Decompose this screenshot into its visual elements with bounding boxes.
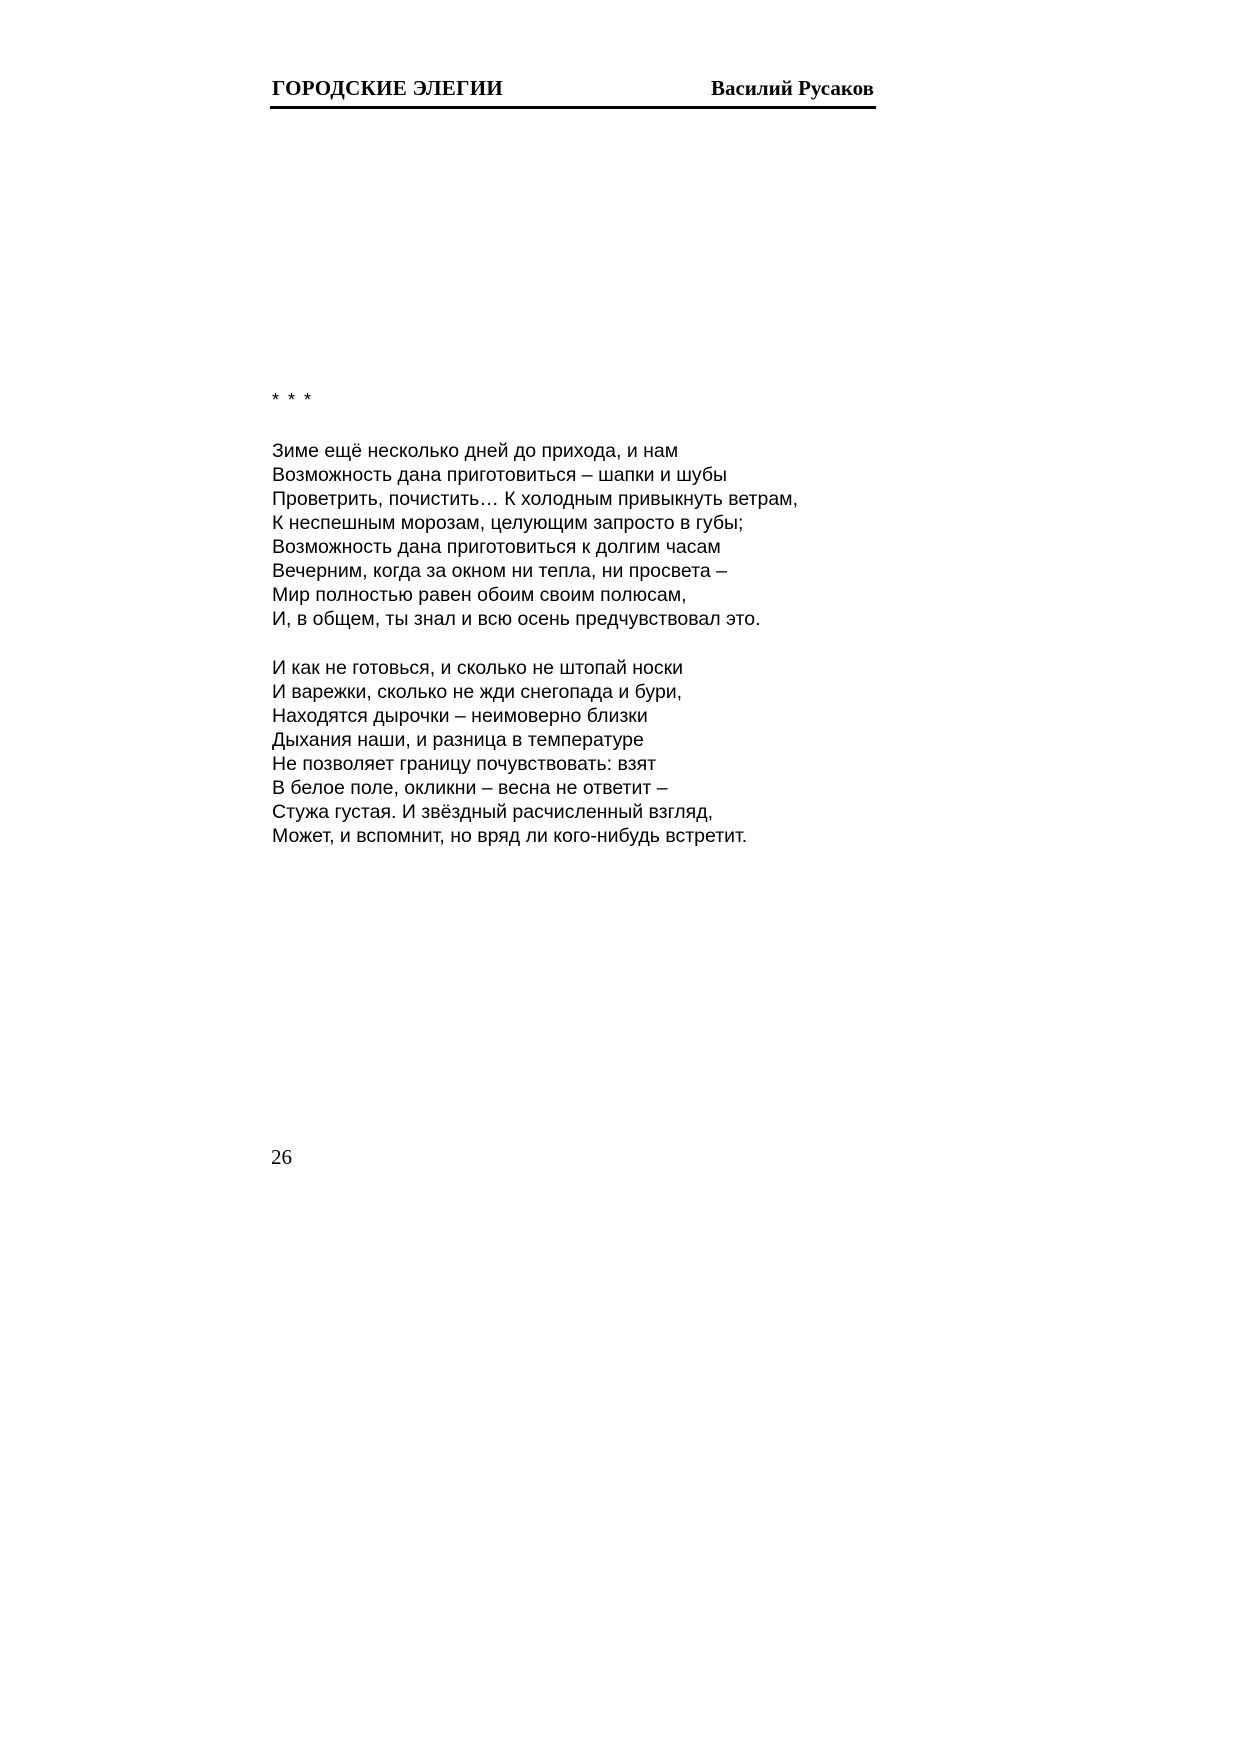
poem-line: Мир полностью равен обоим своим полюсам, (272, 584, 687, 606)
poem-line: И, в общем, ты знал и всю осень предчувствовал это. (272, 608, 761, 630)
poem-line: И как не готовься, и сколько не штопай носки (272, 657, 684, 679)
poem-line: В белое поле, окликни – весна не ответит – (272, 777, 668, 799)
stanza-1 (272, 439, 798, 631)
poem-line: Проветрить, почистить… К холодным привыкнуть ветрам, (272, 488, 798, 510)
stanza-2 (272, 656, 747, 848)
poem-line: Возможность дана приготовиться – шапки и шубы (272, 464, 728, 486)
poem-line: Стужа густая. И звёздный расчисленный взгляд, (272, 801, 714, 823)
book-title: ГОРОДСКИЕ ЭЛЕГИИ (272, 76, 504, 100)
page-number: 26 (271, 1145, 292, 1169)
poem-line: Не позволяет границу почувствовать: взят (272, 753, 657, 775)
poem-separator: * * * (272, 390, 314, 410)
poem-line: Зиме ещё несколько дней до прихода, и нам (272, 440, 679, 462)
poem-line: К неспешным морозам, целующим запросто в губы; (272, 512, 744, 534)
poem-line: Дыхания наши, и разница в температуре (272, 729, 644, 751)
running-header (270, 74, 876, 109)
author-name: Василий Русаков (710, 76, 874, 100)
poem-line: И варежки, сколько не жди снегопада и бури, (272, 681, 683, 703)
poem-line: Вечерним, когда за окном ни тепла, ни просвета – (272, 560, 727, 582)
poem-line: Может, и вспомнит, но вряд ли кого-нибудь встретит. (272, 825, 748, 847)
poem-line: Возможность дана приготовиться к долгим часам (272, 536, 721, 558)
poem-line: Находятся дырочки – неимоверно близки (272, 705, 648, 727)
